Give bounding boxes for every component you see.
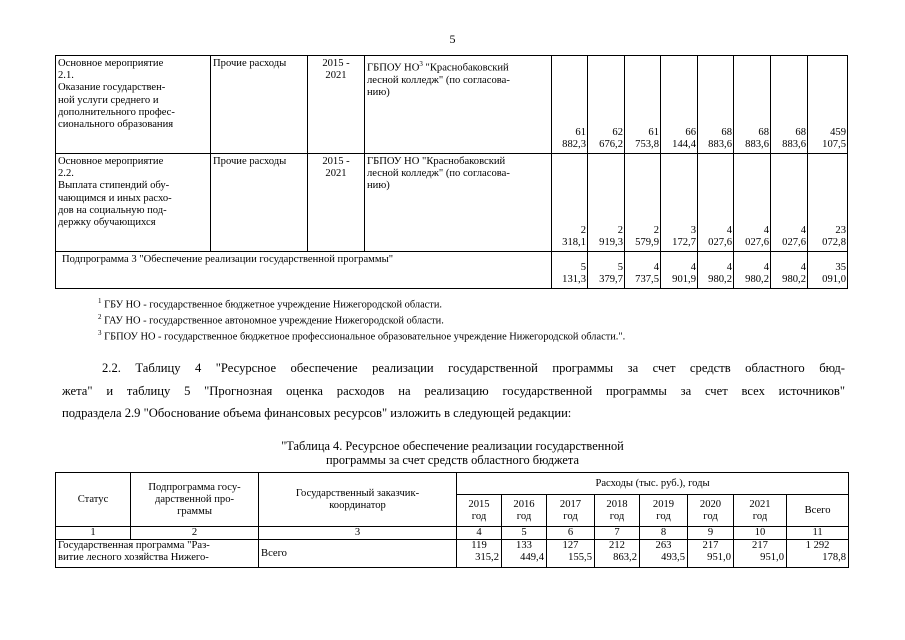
value-cell: 66 144,4 <box>661 56 698 154</box>
value-cell: 5 131,3 <box>552 252 588 289</box>
value-cell: 68 883,6 <box>698 56 734 154</box>
col-number: 2 <box>131 527 259 540</box>
col-number: 9 <box>688 527 734 540</box>
col-number: 11 <box>787 527 849 540</box>
value-cell: 61 882,3 <box>552 56 588 154</box>
period: 2015 - 2021 <box>308 154 365 252</box>
value-cell: 4 027,6 <box>698 154 734 252</box>
value-cell: 459 107,5 <box>808 56 848 154</box>
value-cell: 127 155,5 <box>547 540 595 568</box>
value-cell: 68 883,6 <box>771 56 808 154</box>
value-cell: 4 027,6 <box>734 154 771 252</box>
footnote-2: $^2$ ГАУ НО - государственное автономное учреждение Нижегородской области. <box>98 313 444 327</box>
value-cell: 4 901,9 <box>661 252 698 289</box>
expense-type: Прочие расходы <box>211 154 308 252</box>
subprogram-label: Подпрограмма 3 "Обеспечение реализации государственной программы" <box>56 252 552 289</box>
value-cell: 217 951,0 <box>688 540 734 568</box>
header-year: 2020 год <box>688 495 734 527</box>
value-cell: 35 091,0 <box>808 252 848 289</box>
activity-name: Основное мероприятие 2.1. Оказание государствен- ной услуги среднего и дополнительного профес- сионального образования <box>56 56 211 154</box>
resource-table <box>55 472 849 568</box>
header-year: 2017 год <box>547 495 595 527</box>
page-number: 5 <box>449 32 456 46</box>
customer-name: Всего <box>259 540 457 568</box>
value-cell: 2 318,1 <box>552 154 588 252</box>
header-year: 2018 год <box>595 495 640 527</box>
value-cell: 2 919,3 <box>588 154 625 252</box>
table-row <box>56 56 848 154</box>
col-number: 1 <box>56 527 131 540</box>
header-row <box>56 473 849 495</box>
body-paragraph: 2.2. Таблицу 4 "Ресурсное обеспечение реализации государственной программы за счет средств областного бюд- жета" и таблицу 5 "Прогнозная оценка расходов на реализацию государственной программы за счет всех источников" подраздела 2.9 "Обоснование объема финансовых ресурсов" изложить в следующей редакции: <box>62 361 845 420</box>
value-cell: 133 449,4 <box>502 540 547 568</box>
table4-caption: "Таблица 4. Ресурсное обеспечение реализации государственной программы за счет средств областного бюджета <box>281 439 624 467</box>
expense-type: Прочие расходы <box>211 56 308 154</box>
program-name: Государственная программа "Раз- витие лесного хозяйства Нижего- <box>56 540 259 568</box>
period: 2015 - 2021 <box>308 56 365 154</box>
value-cell: 2 579,9 <box>625 154 661 252</box>
table-row <box>56 540 849 568</box>
executor: ГБПОУ $НО^3$ "Краснобаковский лесной колледж" (по согласова- нию) <box>365 56 552 154</box>
value-cell: 4 980,2 <box>734 252 771 289</box>
value-cell: 4 980,2 <box>771 252 808 289</box>
value-cell: 4 737,5 <box>625 252 661 289</box>
header-total: Всего <box>787 495 849 527</box>
footnote-1: $^1$ ГБУ НО - государственное бюджетное учреждение Нижегородской области. <box>98 297 442 311</box>
col-number: 7 <box>595 527 640 540</box>
value-cell: 61 753,8 <box>625 56 661 154</box>
header-year: 2019 год <box>640 495 688 527</box>
header-expenses: Расходы (тыс. руб.), годы <box>457 473 849 495</box>
value-cell: 23 072,8 <box>808 154 848 252</box>
column-number-row <box>56 527 849 540</box>
header-year: 2015 год <box>457 495 502 527</box>
value-cell: 68 883,6 <box>734 56 771 154</box>
value-cell: 4 027,6 <box>771 154 808 252</box>
col-number: 6 <box>547 527 595 540</box>
value-cell: 119 315,2 <box>457 540 502 568</box>
value-cell: 5 379,7 <box>588 252 625 289</box>
value-cell: 1 292 178,8 <box>787 540 849 568</box>
program-activities-table <box>55 55 848 289</box>
header-status: Статус <box>56 473 131 527</box>
value-cell: 3 172,7 <box>661 154 698 252</box>
footnote-3: $^3$ ГБПОУ НО - государственное бюджетное профессиональное образовательное учреждение Нижегородской области.". <box>98 329 626 343</box>
col-number: 3 <box>259 527 457 540</box>
value-cell: 62 676,2 <box>588 56 625 154</box>
value-cell: 4 980,2 <box>698 252 734 289</box>
subprogram-row <box>56 252 848 289</box>
value-cell: 263 493,5 <box>640 540 688 568</box>
activity-name: Основное мероприятие 2.2. Выплата стипендий обу- чающимся и иных расхо- дов на социальную под- держку обучающихся <box>56 154 211 252</box>
header-year: 2016 год <box>502 495 547 527</box>
col-number: 8 <box>640 527 688 540</box>
table-row <box>56 154 848 252</box>
value-cell: 217 951,0 <box>734 540 787 568</box>
header-subprogram: Подпрограмма госу- дарственной про- граммы <box>131 473 259 527</box>
header-year: 2021 год <box>734 495 787 527</box>
header-customer: Государственный заказчик- координатор <box>259 473 457 527</box>
col-number: 5 <box>502 527 547 540</box>
value-cell: 212 863,2 <box>595 540 640 568</box>
col-number: 10 <box>734 527 787 540</box>
executor: ГБПОУ НО "Краснобаковский лесной колледж" (по согласова- нию) <box>365 154 552 252</box>
col-number: 4 <box>457 527 502 540</box>
